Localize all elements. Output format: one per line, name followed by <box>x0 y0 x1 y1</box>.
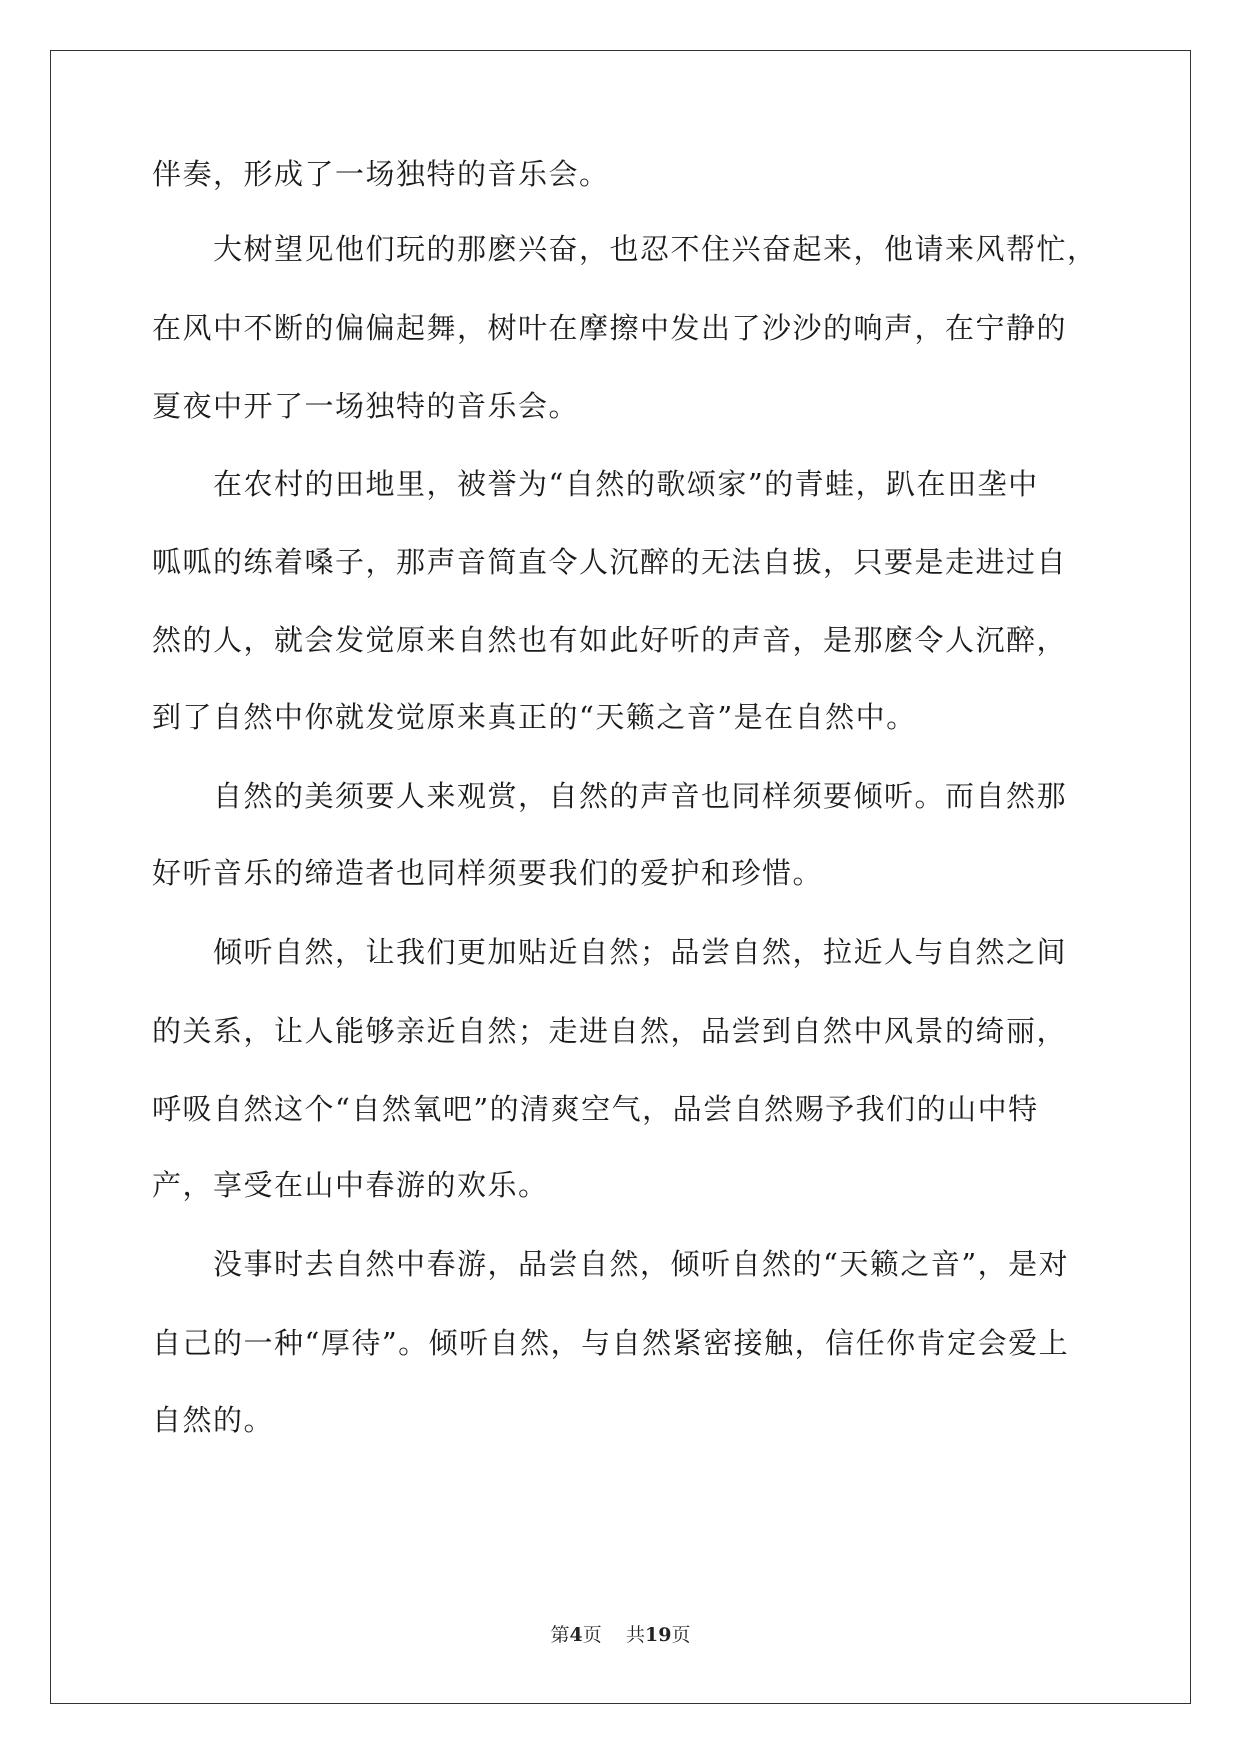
text-line: 伴奏，形成了一场独特的音乐会。 <box>152 157 610 191</box>
page-number: 4 <box>569 1624 583 1646</box>
page-suffix: 页 <box>582 1624 602 1646</box>
total-prefix: 共 <box>625 1624 645 1646</box>
text-line: 在风中不断的偏偏起舞，树叶在摩擦中发出了沙沙的响声，在宁静的 <box>152 311 1068 345</box>
text-line: 在农村的田地里，被誉为“自然的歌颂家”的青蛙，趴在田垄中 <box>213 467 1039 501</box>
text-line: 大树望见他们玩的那麽兴奋，也忍不住兴奋起来，他请来风帮忙， <box>213 232 1098 266</box>
text-line: 好听音乐的缔造者也同样须要我们的爱护和珍惜。 <box>152 856 824 890</box>
text-line: 没事时去自然中春游，品尝自然，倾听自然的“天籁之音”，是对 <box>213 1247 1070 1281</box>
text-line: 的关系，让人能够亲近自然；走进自然，品尝到自然中风景的绮丽， <box>152 1014 1068 1048</box>
text-line: 自然的美须要人来观赏，自然的声音也同样须要倾听。而自然那 <box>213 779 1068 813</box>
text-line: 呱呱的练着嗓子，那声音简直令人沉醉的无法自拔，只要是走进过自 <box>152 545 1068 579</box>
text-line: 产，享受在山中春游的欢乐。 <box>152 1168 549 1202</box>
total-pages: 19 <box>644 1624 672 1646</box>
text-line: 倾听自然，让我们更加贴近自然；品尝自然，拉近人与自然之间 <box>213 935 1068 969</box>
page-prefix: 第 <box>550 1624 570 1646</box>
total-suffix: 页 <box>671 1624 691 1646</box>
text-line: 自己的一种“厚待”。倾听自然，与自然紧密接触，信任你肯定会爱上 <box>152 1326 1070 1360</box>
text-line: 自然的。 <box>152 1403 275 1437</box>
text-line: 然的人，就会发觉原来自然也有如此好听的声音，是那麽令人沉醉， <box>152 623 1068 657</box>
text-line: 夏夜中开了一场独特的音乐会。 <box>152 389 580 423</box>
text-line: 呼吸自然这个“自然氧吧”的清爽空气，品尝自然赐予我们的山中特 <box>152 1092 1039 1126</box>
page-footer <box>0 1620 1241 1647</box>
text-line: 到了自然中你就发觉原来真正的“天籁之音”是在自然中。 <box>152 700 917 734</box>
